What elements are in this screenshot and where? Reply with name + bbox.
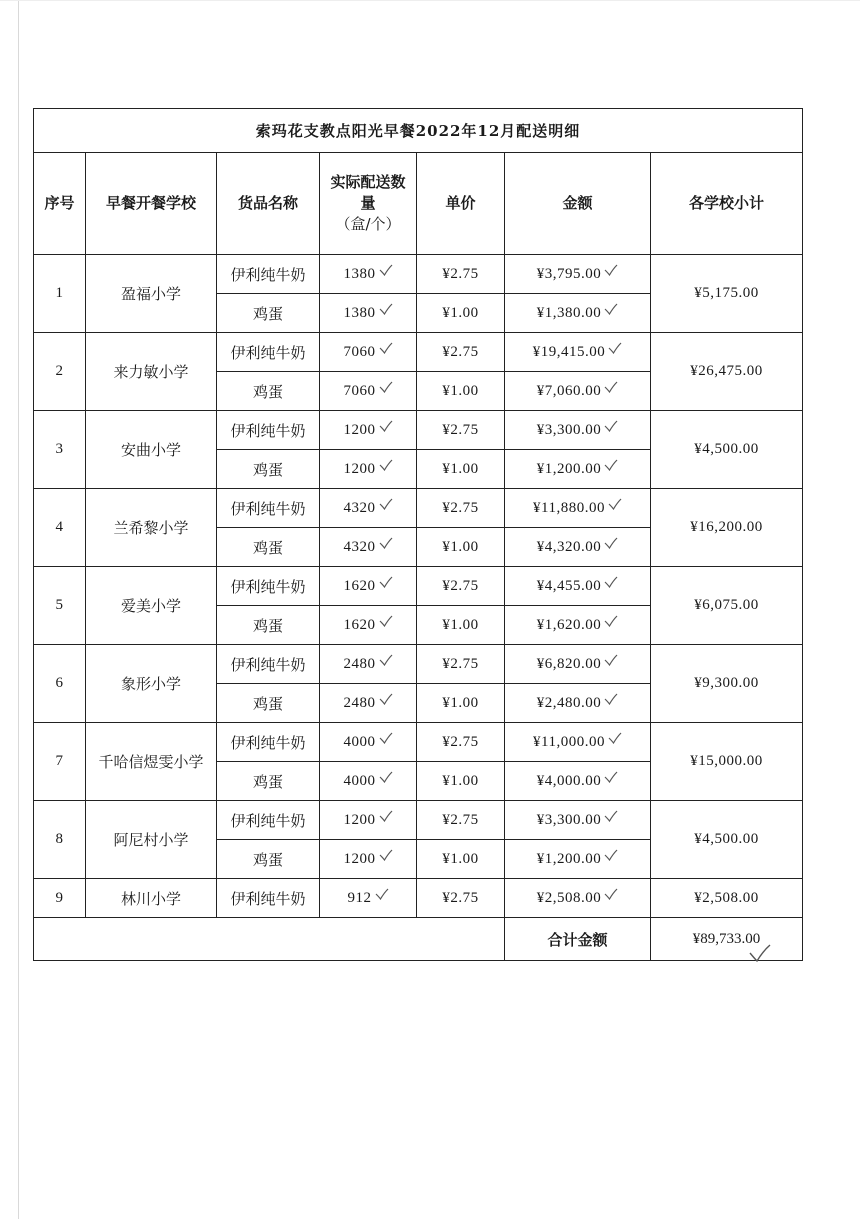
item-amount [505, 411, 651, 450]
item-name: 鸡蛋 [217, 294, 320, 333]
row-number: 1 [34, 255, 86, 333]
item-amount [505, 762, 651, 801]
check-mark-icon [379, 342, 393, 354]
item-amount [505, 801, 651, 840]
amount-value: ¥2,480.00 [536, 694, 602, 711]
check-mark-icon [379, 771, 393, 783]
qty-value: 2480 [343, 694, 376, 711]
item-amount [505, 528, 651, 567]
check-mark-icon [604, 810, 618, 822]
item-price: ¥1.00 [417, 294, 505, 333]
check-mark-icon [379, 654, 393, 666]
item-price: ¥2.75 [417, 645, 505, 684]
check-mark-icon [379, 615, 393, 627]
qty-value: 1200 [343, 460, 376, 477]
qty-value: 1200 [343, 850, 376, 867]
item-qty [320, 567, 417, 606]
item-amount [505, 255, 651, 294]
item-amount [505, 294, 651, 333]
check-mark-icon [379, 693, 393, 705]
check-mark-icon [604, 888, 618, 900]
header-price: 单价 [417, 153, 505, 255]
check-mark-icon [608, 342, 622, 354]
header-qty-line2: 量 [360, 194, 376, 212]
item-amount [505, 606, 651, 645]
qty-value: 1200 [343, 421, 376, 438]
header-subtotal: 各学校小计 [651, 153, 803, 255]
check-mark-icon [604, 459, 618, 471]
check-mark-icon [379, 303, 393, 315]
check-mark-icon [379, 264, 393, 276]
amount-value: ¥11,000.00 [533, 733, 605, 750]
check-mark-icon [608, 732, 622, 744]
amount-value: ¥4,320.00 [536, 538, 602, 555]
item-qty [320, 840, 417, 879]
check-mark-icon [604, 849, 618, 861]
qty-value: 1620 [343, 616, 376, 633]
item-qty [320, 723, 417, 762]
school-name: 兰希黎小学 [86, 489, 217, 567]
total-label: 合计金额 [505, 918, 651, 961]
check-mark-icon [375, 888, 389, 900]
check-mark-icon [608, 498, 622, 510]
delivery-table [33, 108, 803, 961]
item-price: ¥2.75 [417, 567, 505, 606]
item-amount [505, 333, 651, 372]
school-name: 盈福小学 [86, 255, 217, 333]
check-mark-icon [379, 810, 393, 822]
school-name: 林川小学 [86, 879, 217, 918]
item-name: 伊利纯牛奶 [217, 489, 320, 528]
item-amount [505, 684, 651, 723]
school-subtotal: ¥4,500.00 [651, 411, 803, 489]
header-amount: 金额 [505, 153, 651, 255]
item-name: 鸡蛋 [217, 840, 320, 879]
row-number: 3 [34, 411, 86, 489]
header-no: 序号 [34, 153, 86, 255]
header-qty-line3: （盒/个） [335, 215, 401, 233]
item-amount [505, 879, 651, 918]
item-price: ¥2.75 [417, 801, 505, 840]
item-qty [320, 255, 417, 294]
item-qty [320, 411, 417, 450]
amount-value: ¥2,508.00 [536, 889, 602, 906]
amount-value: ¥11,880.00 [533, 499, 605, 516]
amount-value: ¥1,200.00 [536, 850, 602, 867]
header-qty-line1: 实际配送数 [330, 173, 406, 191]
amount-value: ¥3,300.00 [536, 811, 602, 828]
item-name: 伊利纯牛奶 [217, 879, 320, 918]
table-row [34, 333, 803, 372]
check-mark-icon [604, 420, 618, 432]
qty-value: 1380 [343, 265, 376, 282]
item-price: ¥2.75 [417, 723, 505, 762]
amount-value: ¥1,380.00 [536, 304, 602, 321]
table-row [34, 489, 803, 528]
row-number: 2 [34, 333, 86, 411]
item-name: 伊利纯牛奶 [217, 801, 320, 840]
qty-value: 1620 [343, 577, 376, 594]
qty-value: 4000 [343, 733, 376, 750]
school-name: 安曲小学 [86, 411, 217, 489]
item-name: 伊利纯牛奶 [217, 567, 320, 606]
check-mark-icon [379, 459, 393, 471]
item-qty [320, 372, 417, 411]
school-name: 阿尼村小学 [86, 801, 217, 879]
item-name: 伊利纯牛奶 [217, 723, 320, 762]
row-number: 9 [34, 879, 86, 918]
table-row [34, 879, 803, 918]
check-mark-icon [604, 615, 618, 627]
item-price: ¥2.75 [417, 411, 505, 450]
item-name: 鸡蛋 [217, 606, 320, 645]
header-school: 早餐开餐学校 [86, 153, 217, 255]
row-number: 8 [34, 801, 86, 879]
amount-value: ¥6,820.00 [536, 655, 602, 672]
school-name: 来力敏小学 [86, 333, 217, 411]
item-amount [505, 645, 651, 684]
qty-value: 1380 [343, 304, 376, 321]
item-price: ¥2.75 [417, 879, 505, 918]
qty-value: 4320 [343, 499, 376, 516]
item-qty [320, 684, 417, 723]
item-price: ¥1.00 [417, 606, 505, 645]
school-subtotal: ¥5,175.00 [651, 255, 803, 333]
scan-top-line [0, 0, 860, 1]
item-price: ¥1.00 [417, 450, 505, 489]
check-mark-icon [604, 693, 618, 705]
qty-value: 4000 [343, 772, 376, 789]
table-row [34, 723, 803, 762]
check-mark-icon [379, 420, 393, 432]
total-row [34, 918, 803, 961]
table-row [34, 645, 803, 684]
check-mark-icon [379, 537, 393, 549]
qty-value: 1200 [343, 811, 376, 828]
school-subtotal: ¥26,475.00 [651, 333, 803, 411]
item-amount [505, 840, 651, 879]
header-item: 货品名称 [217, 153, 320, 255]
total-blank-cell [34, 918, 505, 961]
total-check-mark-icon [748, 943, 772, 963]
item-name: 伊利纯牛奶 [217, 255, 320, 294]
check-mark-icon [604, 264, 618, 276]
check-mark-icon [604, 771, 618, 783]
item-price: ¥1.00 [417, 372, 505, 411]
item-qty [320, 333, 417, 372]
check-mark-icon [604, 537, 618, 549]
qty-value: 912 [347, 889, 372, 906]
item-price: ¥1.00 [417, 762, 505, 801]
amount-value: ¥3,795.00 [536, 265, 602, 282]
item-name: 伊利纯牛奶 [217, 333, 320, 372]
check-mark-icon [379, 381, 393, 393]
item-qty [320, 801, 417, 840]
item-qty [320, 879, 417, 918]
check-mark-icon [604, 576, 618, 588]
item-price: ¥1.00 [417, 840, 505, 879]
item-name: 鸡蛋 [217, 684, 320, 723]
check-mark-icon [604, 303, 618, 315]
check-mark-icon [379, 498, 393, 510]
total-value: ¥89,733.00 [651, 918, 803, 961]
school-subtotal: ¥16,200.00 [651, 489, 803, 567]
item-name: 鸡蛋 [217, 372, 320, 411]
check-mark-icon [604, 654, 618, 666]
amount-value: ¥4,455.00 [536, 577, 602, 594]
item-amount [505, 567, 651, 606]
header-qty [320, 153, 417, 255]
item-qty [320, 528, 417, 567]
item-price: ¥2.75 [417, 489, 505, 528]
amount-value: ¥1,620.00 [536, 616, 602, 633]
item-name: 鸡蛋 [217, 528, 320, 567]
school-name: 爱美小学 [86, 567, 217, 645]
school-name: 象形小学 [86, 645, 217, 723]
row-number: 5 [34, 567, 86, 645]
check-mark-icon [604, 381, 618, 393]
document-title: 索玛花支教点阳光早餐2022年12月配送明细 [34, 109, 803, 153]
item-amount [505, 723, 651, 762]
check-mark-icon [379, 732, 393, 744]
item-name: 鸡蛋 [217, 450, 320, 489]
qty-value: 4320 [343, 538, 376, 555]
item-qty [320, 762, 417, 801]
scan-edge-line [18, 0, 19, 1219]
school-subtotal: ¥15,000.00 [651, 723, 803, 801]
amount-value: ¥7,060.00 [536, 382, 602, 399]
check-mark-icon [379, 849, 393, 861]
school-subtotal: ¥2,508.00 [651, 879, 803, 918]
table-row [34, 801, 803, 840]
item-qty [320, 645, 417, 684]
qty-value: 2480 [343, 655, 376, 672]
qty-value: 7060 [343, 382, 376, 399]
item-qty [320, 489, 417, 528]
school-subtotal: ¥9,300.00 [651, 645, 803, 723]
check-mark-icon [379, 576, 393, 588]
item-name: 伊利纯牛奶 [217, 645, 320, 684]
table-row [34, 411, 803, 450]
row-number: 6 [34, 645, 86, 723]
item-name: 鸡蛋 [217, 762, 320, 801]
school-name: 千哈信煜雯小学 [86, 723, 217, 801]
item-amount [505, 372, 651, 411]
row-number: 4 [34, 489, 86, 567]
item-qty [320, 450, 417, 489]
amount-value: ¥3,300.00 [536, 421, 602, 438]
item-price: ¥2.75 [417, 333, 505, 372]
table-row [34, 567, 803, 606]
amount-value: ¥19,415.00 [532, 343, 606, 360]
table-row [34, 255, 803, 294]
item-price: ¥2.75 [417, 255, 505, 294]
item-amount [505, 450, 651, 489]
amount-value: ¥1,200.00 [536, 460, 602, 477]
row-number: 7 [34, 723, 86, 801]
item-price: ¥1.00 [417, 684, 505, 723]
item-qty [320, 606, 417, 645]
item-qty [320, 294, 417, 333]
school-subtotal: ¥4,500.00 [651, 801, 803, 879]
school-subtotal: ¥6,075.00 [651, 567, 803, 645]
amount-value: ¥4,000.00 [536, 772, 602, 789]
item-name: 伊利纯牛奶 [217, 411, 320, 450]
qty-value: 7060 [343, 343, 376, 360]
item-amount [505, 489, 651, 528]
item-price: ¥1.00 [417, 528, 505, 567]
